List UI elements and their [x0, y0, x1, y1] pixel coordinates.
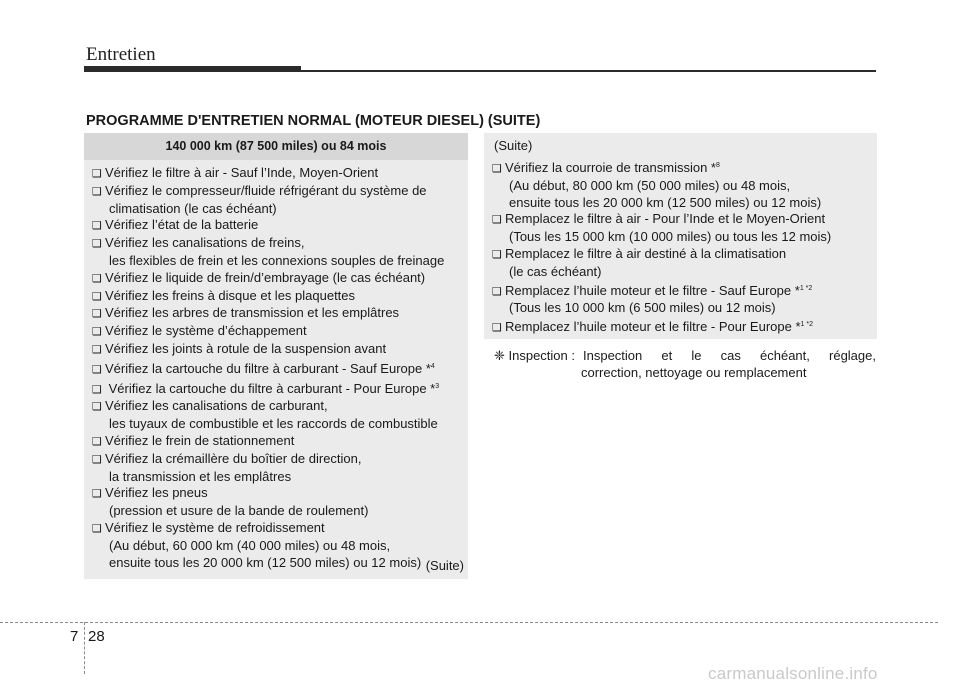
list-item-subtext: la transmission et les emplâtres [109, 468, 292, 484]
checkbox-icon: ❑ [92, 308, 102, 321]
checkbox-icon: ❑ [492, 248, 502, 261]
list-item [92, 183, 460, 218]
checkbox-icon: ❑ [92, 238, 102, 251]
list-item-text: Remplacez le filtre à air - Pour l’Inde et le Moyen-Orient [505, 211, 826, 227]
list-item [492, 246, 871, 281]
list-item-text: Vérifiez le compresseur/fluide réfrigérant du système de [105, 182, 427, 198]
footnote-marker: 1 *2 [799, 284, 813, 292]
list-item [92, 433, 460, 451]
list-item-text: Vérifiez la cartouche du filtre à carburant - Pour Europe * [105, 380, 436, 396]
list-item-text: Remplacez l’huile moteur et le filtre - Sauf Europe * [505, 282, 800, 298]
list-item [92, 398, 460, 433]
list-item-text: Remplacez l’huile moteur et le filtre - Pour Europe * [505, 319, 801, 335]
list-item [492, 158, 871, 211]
list-item [492, 211, 871, 246]
left-suite-label: (Suite) [425, 558, 464, 573]
list-item-subtext: les tuyaux de combustible et les raccords de combustible [109, 416, 438, 432]
checkbox-icon: ❑ [92, 435, 102, 448]
watermark-link[interactable]: carmanualsonline.info [708, 664, 878, 683]
footer-dashed-divider [84, 622, 85, 674]
checkbox-icon: ❑ [92, 522, 102, 535]
list-item-text: Vérifiez les joints à rotule de la suspension avant [105, 340, 387, 356]
checkbox-icon: ❑ [92, 272, 102, 285]
footnote-marker: 3 [435, 382, 440, 390]
list-item-subtext: ensuite tous les 20 000 km (12 500 miles) ou 12 mois) [509, 194, 822, 210]
list-item [92, 217, 460, 235]
page-number: 28 [88, 628, 105, 645]
list-item-text: Vérifiez le système d’échappement [105, 323, 307, 339]
list-item-text: Vérifiez la cartouche du filtre à carburant - Sauf Europe * [105, 360, 431, 376]
list-item-text: Vérifiez les canalisations de carburant, [105, 398, 328, 414]
checkbox-icon: ❑ [92, 383, 102, 396]
list-item-subtext: (Tous les 10 000 km (6 500 miles) ou 12 mois) [509, 300, 776, 316]
footnote-marker: 8 [715, 162, 720, 169]
list-item [92, 341, 460, 359]
checkbox-icon: ❑ [492, 163, 502, 175]
left-panel-heading: 140 000 km (87 500 miles) ou 84 mois [84, 133, 468, 160]
footnote-marker: 1 *2 [800, 321, 813, 329]
list-item [92, 270, 460, 288]
right-panel-heading: (Suite) [494, 138, 533, 153]
header-rule-thick [84, 66, 301, 72]
list-item [92, 520, 460, 571]
list-item-subtext: (le cas échéant) [509, 263, 602, 279]
inspection-note [494, 347, 876, 381]
list-item [92, 379, 460, 399]
list-item [92, 165, 460, 183]
list-item-subtext: (Au début, 80 000 km (50 000 miles) ou 48 mois, [509, 177, 791, 193]
list-item-text: Vérifiez la crémaillère du boîtier de direction, [105, 450, 362, 466]
right-schedule-panel [484, 133, 877, 339]
note-label: ❈ Inspection : [494, 348, 575, 363]
list-item-text: Vérifiez l’état de la batterie [105, 217, 259, 233]
list-item-text: Vérifiez les pneus [105, 485, 208, 501]
list-item [92, 305, 460, 323]
header-rule-thin [301, 70, 876, 72]
checkbox-icon: ❑ [92, 363, 102, 376]
checkbox-icon: ❑ [92, 220, 102, 233]
list-item-text: Vérifiez les canalisations de freins, [105, 235, 305, 251]
list-item [92, 485, 460, 520]
note-text-line2: correction, nettoyage ou remplacement [581, 365, 807, 380]
footer-dashed-rule [0, 622, 938, 623]
list-item [92, 323, 460, 341]
checkbox-icon: ❑ [92, 290, 102, 303]
list-item [492, 281, 871, 318]
left-checklist [84, 160, 468, 571]
list-item-subtext: (pression et usure de la bande de roulement) [109, 503, 369, 519]
checkbox-icon: ❑ [492, 322, 502, 335]
list-item [92, 235, 460, 270]
note-text-line1: Inspection et le cas échéant, réglage, [583, 348, 876, 363]
list-item [92, 288, 460, 306]
list-item-subtext: (Tous les 15 000 km (10 000 miles) ou tous les 12 mois) [509, 229, 832, 245]
list-item-text: Vérifiez les freins à disque et les plaquettes [105, 287, 356, 303]
list-item-text: Vérifiez le frein de stationnement [105, 432, 295, 448]
list-item-text: Vérifiez les arbres de transmission et les emplâtres [105, 305, 400, 321]
list-item-subtext: climatisation (le cas échéant) [109, 200, 277, 216]
checkbox-icon: ❑ [492, 285, 502, 298]
list-item-text: Vérifiez le filtre à air - Sauf l’Inde, Moyen-Orient [105, 165, 379, 180]
list-item-text: Vérifiez la courroie de transmission * [505, 160, 716, 175]
list-item-subtext: les flexibles de frein et les connexions souples de freinage [109, 252, 445, 268]
checkbox-icon: ❑ [92, 168, 102, 180]
list-item-text: Remplacez le filtre à air destiné à la climatisation [505, 245, 787, 261]
right-checklist [484, 154, 877, 337]
checkbox-icon: ❑ [492, 214, 502, 227]
list-item [92, 359, 460, 379]
list-item [92, 451, 460, 486]
checkbox-icon: ❑ [92, 401, 102, 414]
checkbox-icon: ❑ [92, 488, 102, 501]
chapter-number: 7 [70, 628, 79, 645]
section-title: PROGRAMME D'ENTRETIEN NORMAL (MOTEUR DIESEL) (SUITE) [86, 113, 541, 129]
list-item-text: Vérifiez le système de refroidissement [105, 519, 325, 535]
header-title: Entretien [86, 44, 156, 65]
checkbox-icon: ❑ [92, 343, 102, 356]
footnote-marker: 4 [430, 362, 435, 370]
list-item [492, 317, 871, 337]
checkbox-icon: ❑ [92, 185, 102, 198]
list-item-subtext: (Au début, 60 000 km (40 000 miles) ou 48 mois, [109, 537, 391, 553]
list-item-text: Vérifiez le liquide de frein/d’embrayage (le cas échéant) [105, 269, 426, 285]
left-schedule-panel [84, 133, 468, 579]
checkbox-icon: ❑ [92, 326, 102, 339]
list-item-subtext: ensuite tous les 20 000 km (12 500 miles) ou 12 mois) [109, 554, 422, 570]
checkbox-icon: ❑ [92, 453, 102, 466]
